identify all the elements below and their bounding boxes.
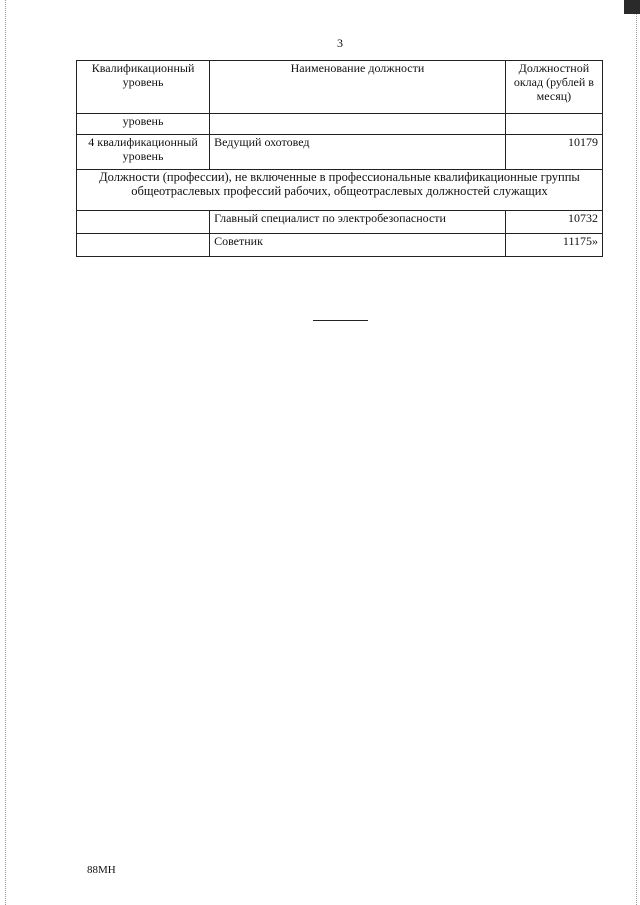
cell-level: 4 квалификационный уровень [77,135,210,170]
cell-position: Ведущий охотовед [210,135,506,170]
header-position-name: Наименование должности [210,61,506,114]
cell-position [210,114,506,135]
footer-document-code: 88МН [87,864,116,876]
cell-salary: 11175» [505,234,602,257]
scan-corner-mark [624,0,640,14]
cell-salary: 10732 [505,211,602,234]
table-row [77,234,603,257]
group-heading-row [77,170,603,211]
cell-level [77,234,210,257]
group-heading: Должности (профессии), не включенные в профессиональные квалификационные группы общеотраслевых профессий рабочих, общеотраслевых должностей служащих [77,170,603,211]
table-row [77,211,603,234]
cell-level: уровень [77,114,210,135]
end-divider-line [313,320,368,321]
table-row [77,114,603,135]
header-qualification-level: Квалификационный уровень [77,61,210,114]
cell-salary [505,114,602,135]
scan-edge-right [636,0,637,905]
table-row [77,135,603,170]
page-number: 3 [337,36,343,50]
cell-salary: 10179 [505,135,602,170]
cell-position: Главный специалист по электробезопасности [210,211,506,234]
header-salary: Должностной оклад (рублей в месяц) [505,61,602,114]
table-header-row [77,61,603,114]
salary-table [76,60,603,257]
cell-position: Советник [210,234,506,257]
cell-level [77,211,210,234]
scan-edge-left [5,0,6,905]
